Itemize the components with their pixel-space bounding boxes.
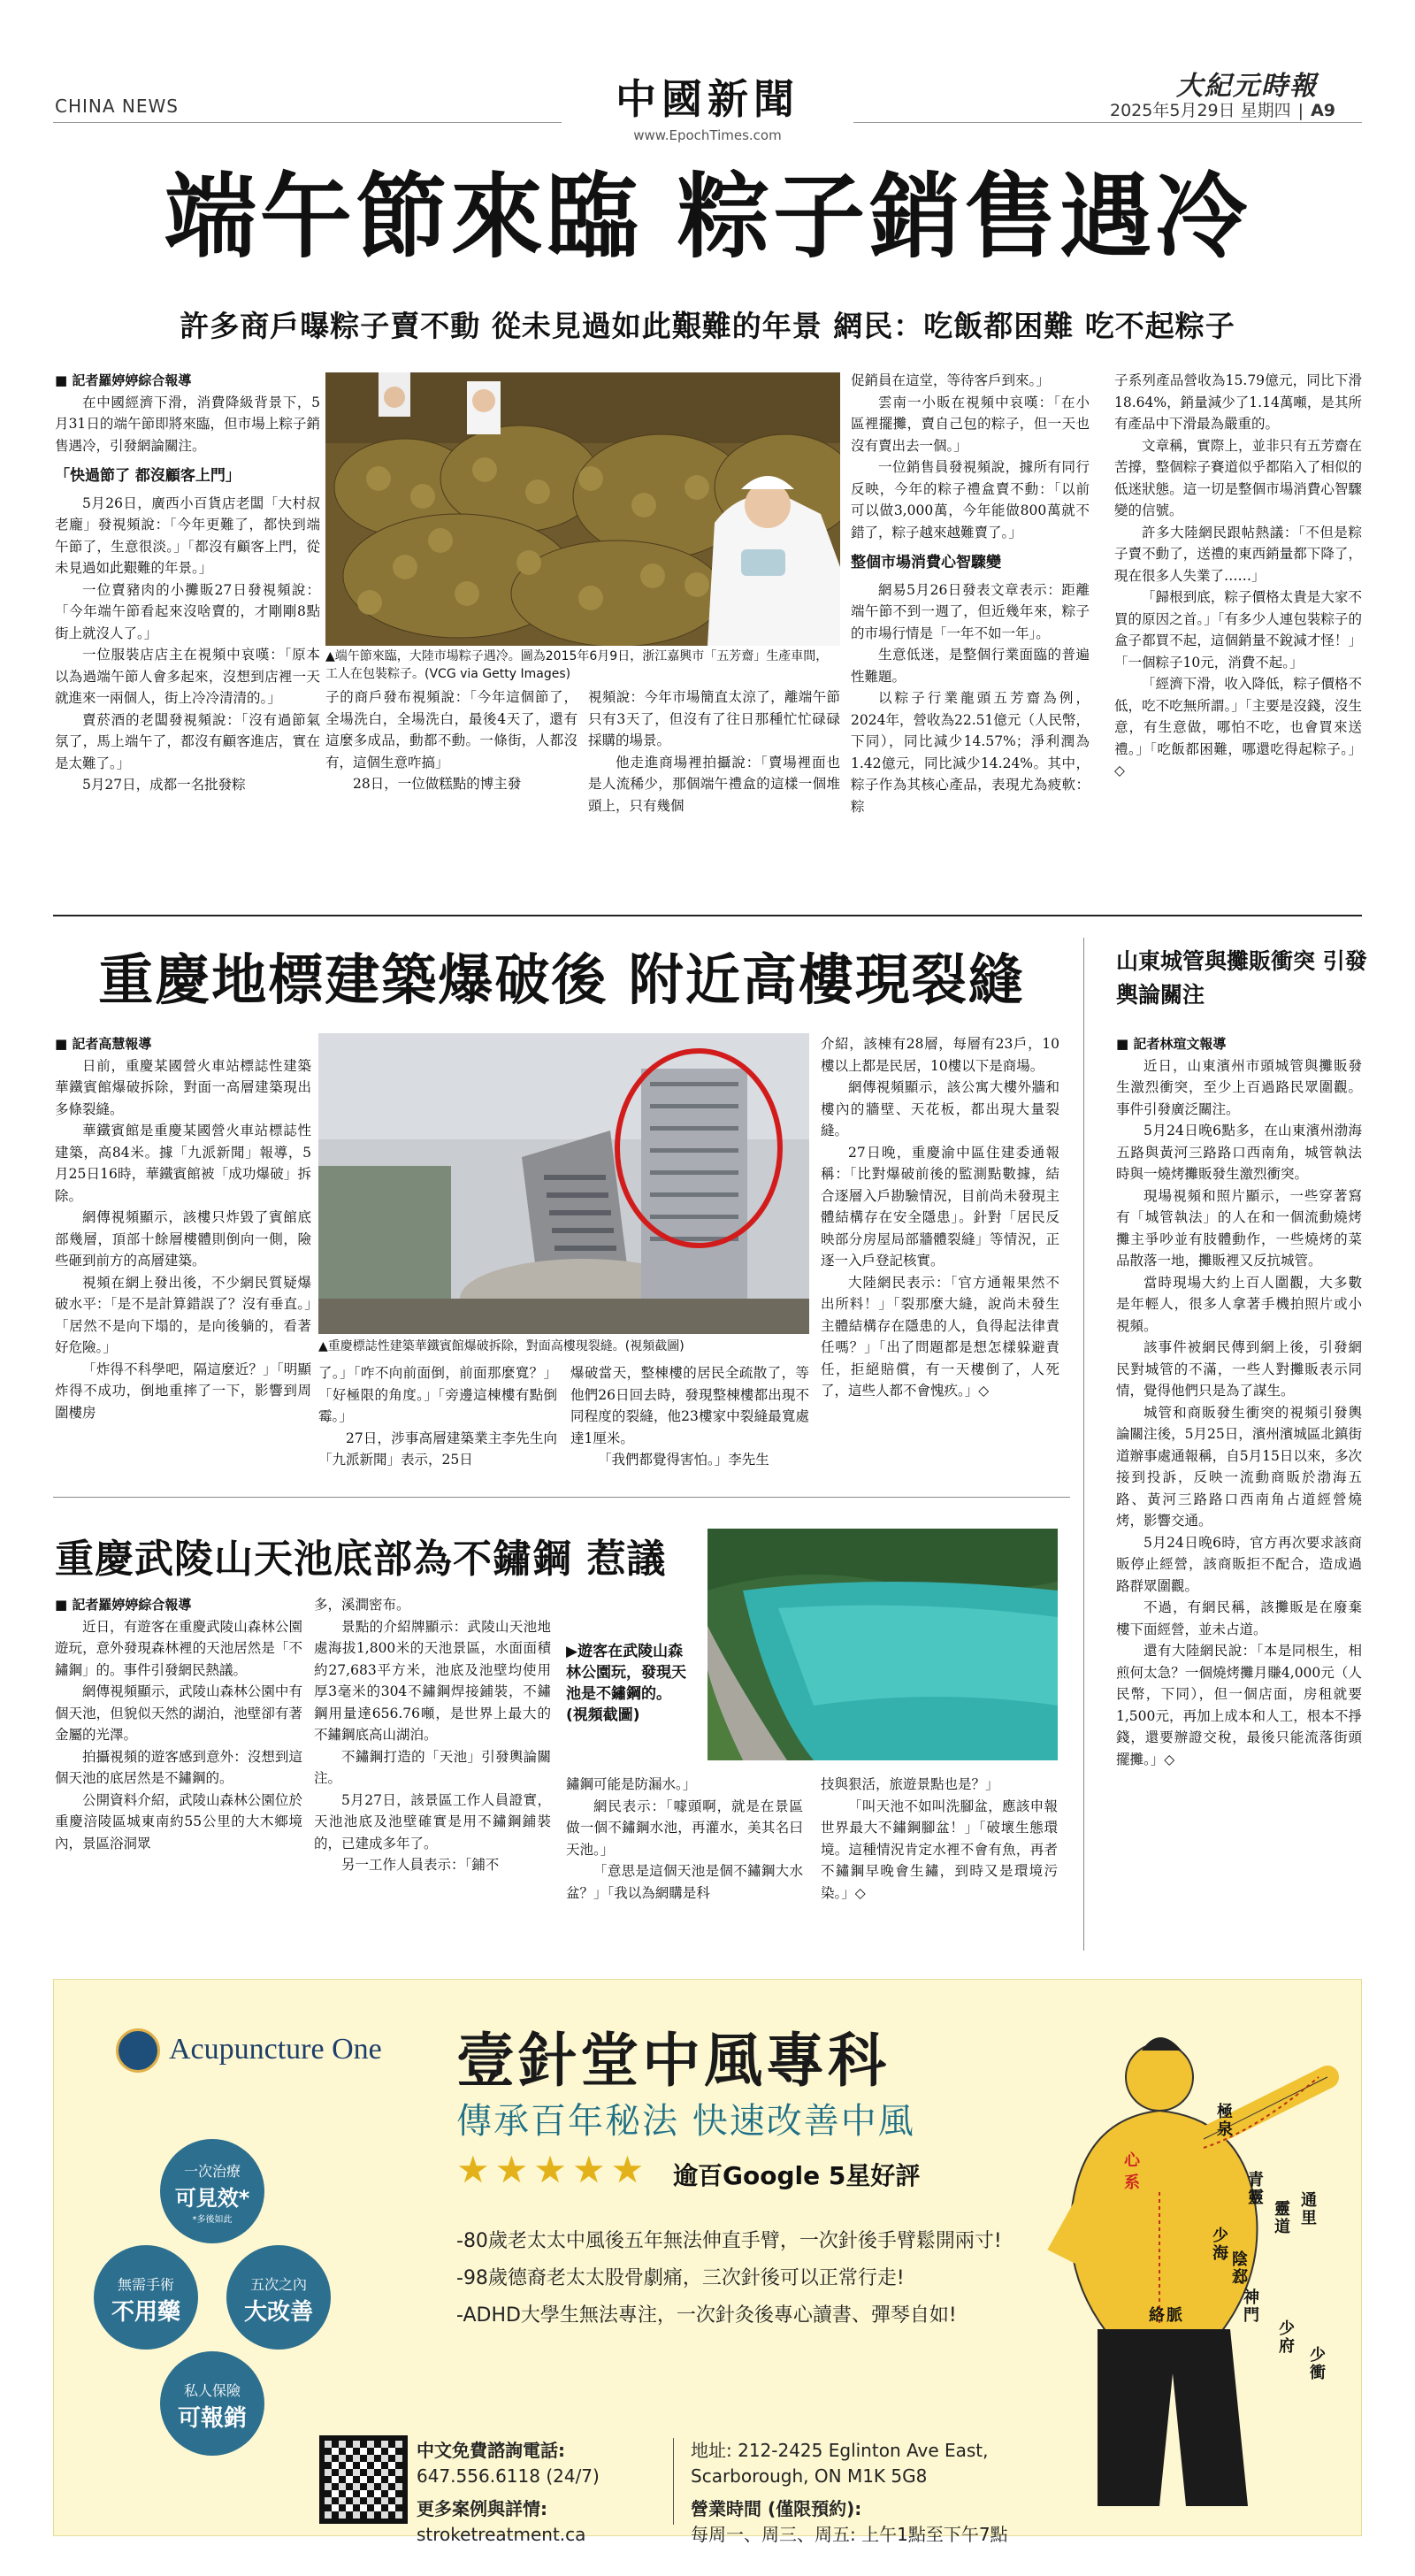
paragraph: 在中國經濟下滑，消費降級背景下，5月31日的端午節即將來臨，但市場上粽子銷售遇冷，引發網論關注。 bbox=[55, 394, 320, 454]
paragraph: 視頻說：今年市場簡直太涼了，離端午節只有3天了，但沒有了往日那種忙忙碌碌採購的場景。 bbox=[588, 689, 840, 748]
paragraph: 「我們都覺得害怕。」李先生 bbox=[598, 1452, 769, 1468]
paragraph: 鏽鋼可能是防漏水。」 bbox=[566, 1776, 697, 1792]
article3-col4 bbox=[821, 1774, 1058, 1957]
phone-label: 中文免費諮詢電話: bbox=[417, 2440, 565, 2461]
paragraph: 大陸網民表示：「官方通報果然不出所料！」「裂那麼大縫，說尚未發生主體結構存在隱患的人，負得起法律責任嗎？」「出了問題都是想怎樣躲避責任，拒絕賠償，有一天樓倒了，人死了，這些人都不會愧疚。」◇ bbox=[821, 1274, 1059, 1399]
section-title: 中國新聞 bbox=[616, 75, 799, 123]
paragraph: 許多大陸網民跟帖熱議：「不但是粽子賣不動了，送禮的東西銷量都下降了，現在很多人失業了……」 bbox=[1114, 524, 1362, 584]
paragraph: 還有大陸網民說：「本是同根生，相煎何太急？一個燒烤攤月賺4,000元（人民幣，下同），但一個店面，房租就要1,500元，再加上成本和人工，根本不掙錢，還要辦證交稅，最後只能流落街頭擺攤。」◇ bbox=[1116, 1643, 1362, 1767]
acupoint-label: 里 bbox=[1301, 2209, 1317, 2227]
paragraph: 日前，重慶某國營火車站標誌性建築華鐵賓館爆破拆除，對面一高層建築現出多條裂縫。 bbox=[55, 1057, 311, 1117]
address-block bbox=[691, 2438, 1008, 2548]
contact-block bbox=[417, 2438, 600, 2548]
circle-big-text: 不用藥 bbox=[111, 2299, 180, 2326]
date-text: 2025年5月29日 星期四 bbox=[1110, 101, 1291, 120]
paragraph: 5月24日晚6時，官方再次要求該商販停止經營，該商販拒不配合，造成過路群眾圍觀。 bbox=[1116, 1534, 1362, 1594]
circle-big-text: 大改善 bbox=[243, 2299, 313, 2326]
paragraph: 網傳視頻顯示，武陵山森林公園中有個天池，但貌似天然的湖泊，池壁卻有著金屬的光澤。 bbox=[55, 1683, 302, 1743]
site-url[interactable]: www.EpochTimes.com bbox=[633, 127, 782, 143]
paragraph: 該事件被網民傳到網上後，引發網民對城管的不滿，一些人對攤販表示同情，覺得他們只是為了謀生。 bbox=[1116, 1339, 1362, 1399]
acupoint-label: 神 bbox=[1243, 2288, 1259, 2307]
acupoint-label: 泉 bbox=[1217, 2120, 1233, 2139]
paragraph: 5月24日晚6點多，在山東濱州渤海五路與黃河三路路口西南角，城管執法時與一燒烤攤販發生激烈衝突。 bbox=[1116, 1123, 1362, 1182]
acupuncture-ad[interactable] bbox=[53, 1979, 1362, 2545]
website-link[interactable]: stroketreatment.ca bbox=[417, 2524, 586, 2545]
demolition-photo bbox=[318, 1033, 809, 1334]
article2-col2 bbox=[318, 1362, 557, 1480]
testimonial: -ADHD大學生無法專注，一次針灸後專心讀書、彈琴自如! bbox=[456, 2304, 957, 2327]
paragraph: 28日，一位做糕點的博主發 bbox=[353, 776, 522, 792]
article1-headline: 端午節來臨 粽子銷售遇冷 bbox=[164, 162, 1251, 271]
paragraph: 近日，山東濱州市頭城管與攤販發生激烈衝突，至少上百過路民眾圍觀。事件引發廣泛關注。 bbox=[1116, 1057, 1362, 1117]
page-number: A9 bbox=[1311, 101, 1336, 120]
paragraph: 現場視頻和照片顯示，一些穿著寫有「城管執法」的人在和一個流動燒烤攤主爭吵並有肢體動作，一些燒烤的菜品散落一地，攤販裡又反抗城管。 bbox=[1116, 1187, 1362, 1269]
article4-byline: ■ 記者林瑄文報導 bbox=[1116, 1036, 1227, 1052]
article3-byline: ■ 記者羅婷婷綜合報導 bbox=[55, 1597, 192, 1613]
brand-logo-icon bbox=[116, 2028, 160, 2073]
article1-byline: ■ 記者羅婷婷綜合報導 bbox=[55, 372, 192, 388]
paragraph: 網傳視頻顯示，該樓只炸毀了賓館底部幾層，頂部十餘層樓體則倒向一側，險些砸到前方的高層建築。 bbox=[55, 1209, 311, 1269]
article3-headline: 重慶武陵山天池底部為不鏽鋼 惹議 bbox=[55, 1537, 667, 1582]
paragraph: 促銷員在這堂，等待客戶到來。」 bbox=[851, 372, 1050, 388]
article2-headline: 重慶地標建築爆破後 附近高樓現裂縫 bbox=[98, 947, 1025, 1012]
paragraph: 網傳視頻顯示，該公寓大樓外牆和樓內的牆壁、天花板，都出現大量裂縫。 bbox=[821, 1079, 1059, 1138]
paragraph: 5月27日，成都一名批發粽 bbox=[82, 777, 246, 793]
acupoint-label: 少 bbox=[1279, 2319, 1295, 2338]
acupoint-label: 郄 bbox=[1232, 2268, 1248, 2287]
benefit-circle-3 bbox=[226, 2245, 331, 2350]
circle-small-text: 五次之內 bbox=[249, 2276, 307, 2293]
paragraph: 「歸根到底，粽子價格太貴是大家不買的原因之首。」「有多少人連包裝粽子的盒子都買不起，這個銷量不銳減才怪！」「一個粽子10元，消費不起。」 bbox=[1114, 589, 1362, 671]
circle-small-text: 無需手術 bbox=[117, 2276, 174, 2293]
acupoint-label: 陰 bbox=[1232, 2250, 1248, 2269]
meridian-figure bbox=[1027, 2015, 1345, 2528]
qr-code-icon[interactable] bbox=[319, 2435, 408, 2524]
article2-col4 bbox=[821, 1033, 1059, 1480]
paragraph: 賣菸酒的老闆發視頻說：「沒有過節氣氛了，馬上端午了，都沒有顧客進店，實在是太難了。」 bbox=[55, 711, 320, 771]
article1-col3 bbox=[588, 686, 840, 901]
vertical-divider bbox=[1083, 938, 1084, 1951]
benefit-circle-4 bbox=[160, 2351, 264, 2456]
paragraph: 「叫天池不如叫洗腳盆，應該申報世界最大不鏽鋼腳盆！」「破壞生態環境。這種情況肯定水裡不會有魚，再者不鏽鋼早晚會生鏽，到時又是環境污染。」◇ bbox=[821, 1798, 1058, 1901]
paragraph: 另一工作人員表示：「鋪不 bbox=[341, 1857, 500, 1873]
address-line1: 地址: 212-2425 Eglinton Ave East, bbox=[691, 2440, 989, 2461]
demolition-illustration bbox=[318, 1033, 809, 1334]
newspaper-logo: 大紀元時報 bbox=[1176, 71, 1318, 102]
paragraph: 5月26日，廣西小百貨店老闆「大村叔老龐」發視頻說：「今年更難了，都快到端午節了，生意很淡。」「都沒有顧客上門，從未見過如此艱難的年景。」 bbox=[55, 494, 320, 576]
acupoint-label: 系 bbox=[1124, 2174, 1140, 2192]
paragraph: 27日晚，重慶渝中區住建委通報稱：「比對爆破前後的監測點數據，結合逐層入戶勘驗情況，目前尚未發現主體結構存在安全隱患」。針對「居民反映部分房屋局部牆體裂縫」等情況，正逐一入戶登記核實。 bbox=[821, 1144, 1059, 1269]
article1-subhead: 許多商戶曝粽子賣不動 從未見過如此艱難的年景 網民：吃飯都困難 吃不起粽子 bbox=[180, 309, 1235, 343]
paragraph: 技與狠活，旅遊景點也是？」 bbox=[821, 1776, 999, 1792]
lake-illustration bbox=[708, 1529, 1058, 1760]
paragraph: 多，溪澗密布。 bbox=[314, 1597, 410, 1613]
acupoint-label: 靈 bbox=[1248, 2189, 1264, 2207]
tianchi-lake-photo bbox=[708, 1529, 1058, 1760]
hours-text: 每周一、周三、周五: 上午1點至下午7點 bbox=[691, 2524, 1008, 2545]
article4-headline: 山東城管與攤販衝突 引發輿論關注 bbox=[1116, 948, 1367, 1008]
article1-col2 bbox=[325, 686, 577, 901]
acupoint-label: 少 bbox=[1310, 2346, 1326, 2365]
zongzi-factory-photo bbox=[325, 372, 840, 646]
article-divider bbox=[53, 1497, 1070, 1498]
acupoint-label: 衝 bbox=[1310, 2364, 1326, 2382]
acupoint-label: 心 bbox=[1124, 2151, 1140, 2170]
article2-byline: ■ 記者高慧報導 bbox=[55, 1036, 152, 1052]
paragraph: 文章稱，實際上，並非只有五芳齋在苦撐，整個粽子賽道似乎都陷入了相似的低迷狀態。這一切是整個市場消費心智驟變的信號。 bbox=[1114, 437, 1362, 518]
masthead-left: CHINA NEWS bbox=[55, 96, 179, 117]
paragraph: 子的商戶發布視頻說：「今年這個節了，全場洗白，全場洗白，最後4天了，還有這麼多成品，動都不動。一條街，人都沒有，這個生意咋搞」 bbox=[325, 689, 577, 770]
benefit-circle-2 bbox=[94, 2245, 198, 2350]
zongzi-factory-illustration bbox=[325, 372, 840, 646]
circle-small-text: 私人保險 bbox=[183, 2382, 241, 2399]
article1-col5 bbox=[1114, 370, 1362, 901]
brand-name: Acupuncture One bbox=[169, 2033, 382, 2066]
paragraph: 「意思是這個天池是個不鏽鋼大水盆？」「我以為網購是科 bbox=[566, 1863, 803, 1901]
acupoint-label: 門 bbox=[1243, 2306, 1259, 2325]
hours-label: 營業時間 (僅限預約): bbox=[691, 2498, 862, 2519]
paragraph: 子系列產品營收為15.79億元，同比下滑18.64%，銷量減少了1.14萬噸，是其所有產品中下滑最為嚴重的。 bbox=[1114, 372, 1362, 432]
article3-col2 bbox=[314, 1594, 551, 1957]
article1-col1 bbox=[55, 370, 320, 901]
acupoint-label: 海 bbox=[1212, 2244, 1228, 2263]
paragraph: 近日，有遊客在重慶武陵山森林公園遊玩，意外發現森林裡的天池居然是「不鏽鋼」的。事件引發網民熱議。 bbox=[55, 1618, 302, 1678]
article4-col bbox=[1116, 1033, 1362, 1957]
acupoint-label: 道 bbox=[1274, 2218, 1290, 2236]
address-line2: Scarborough, ON M1K 5G8 bbox=[691, 2465, 928, 2487]
acupoint-label: 青 bbox=[1248, 2171, 1264, 2189]
article1-subtitle2: 整個市場消費心智驟變 bbox=[851, 554, 1001, 571]
article1-col4 bbox=[851, 370, 1090, 901]
article1-subtitle1: 「快過節了 都沒顧客上門」 bbox=[55, 467, 241, 485]
article1-photo-caption: ▲端午節來臨，大陸市場粽子遇冷。圖為2015年6月9日，浙江嘉興市「五芳齋」生產車間，工人在包裝粽子。(VCG via Getty Images) bbox=[325, 649, 829, 681]
paragraph: 拍攝視頻的遊客感到意外：沒想到這個天池的底居然是不鏽鋼的。 bbox=[55, 1748, 302, 1786]
acupoint-label: 絡 bbox=[1149, 2306, 1165, 2325]
acupoint-label: 少 bbox=[1212, 2227, 1228, 2245]
paragraph: 爆破當天，整棟樓的居民全疏散了，等他們26日回去時，發現整棟樓都出現不同程度的裂縫，他23樓家中裂縫最寬處達1厘米。 bbox=[570, 1365, 809, 1446]
article3-col3 bbox=[566, 1774, 803, 1957]
testimonial-list bbox=[456, 2223, 1002, 2334]
article2-photo-caption: ▲重慶標誌性建築華鐵賓館爆破拆除，對面高樓現裂縫。(視頻截圖) bbox=[318, 1339, 685, 1353]
issue-date: 2025年5月29日 星期四 | A9 bbox=[1110, 101, 1336, 120]
paragraph: 不鏽鋼打造的「天池」引發輿論關注。 bbox=[314, 1748, 551, 1786]
acupoint-label: 極 bbox=[1217, 2103, 1233, 2121]
more-label: 更多案例與詳情: bbox=[417, 2498, 547, 2519]
paragraph: 了。」「咋不向前面倒，前面那麼寬？」「好極限的角度。」「旁邊這棟樓有點倒霉。」 bbox=[318, 1365, 557, 1424]
phone-number[interactable]: 647.556.6118 (24/7) bbox=[417, 2465, 600, 2487]
masthead-rule-right bbox=[853, 122, 1362, 123]
paragraph: 視頻在網上發出後，不少網民質疑爆破水平：「是不是計算錯誤了？沒有垂直。」「居然不是向下塌的，是向後躺的，看著好危險。」 bbox=[55, 1274, 311, 1355]
review-count: 逾百Google 5星好評 bbox=[673, 2161, 921, 2190]
testimonial: -98歲德裔老太太股骨劇痛，三次針後可以正常行走! bbox=[456, 2267, 905, 2289]
article3-col1 bbox=[55, 1594, 302, 1957]
paragraph: 城管和商販發生衝突的視頻引發輿論關注後，5月25日，濱州濱城區北鎮街道辦事處通報稱，自5月15日以來，多次接到投訴，反映一流動商販於渤海五路、黃河三路路口西南角占道經營燒烤，影響交通。 bbox=[1116, 1404, 1362, 1529]
paragraph: 不過，有網民稱，該攤販是在廢棄樓下面經營，並未占道。 bbox=[1116, 1599, 1362, 1637]
paragraph: 景點的介紹牌顯示：武陵山天池地處海拔1,800米的天池景區，水面面積約27,683平方米，池底及池壁均使用厚3毫米的304不鏽鋼焊接鋪裝，不鏽鋼用量達656.76噸，是世界上最大的不鏽鋼底高山湖泊。 bbox=[314, 1618, 551, 1743]
paragraph: 「炸得不科學吧，隔這麼近？」「明顯炸得不成功，倒地重摔了一下，影響到周圍樓房 bbox=[55, 1361, 311, 1421]
rating-stars: ★★★★★ bbox=[456, 2148, 650, 2191]
paragraph: 華鐵賓館是重慶某國營火車站標誌性建築，高84米。據「九派新聞」報導，5月25日16時，華鐵賓館被「成功爆破」拆除。 bbox=[55, 1123, 311, 1204]
acupoint-label: 通 bbox=[1301, 2191, 1317, 2210]
paragraph: 當時現場大約上百人圍觀，大多數是年輕人，很多人拿著手機拍照片或小視頻。 bbox=[1116, 1274, 1362, 1334]
ad-title: 壹針堂中風專科 bbox=[456, 2026, 890, 2095]
paragraph: 「經濟下滑，收入降低，粽子價格不低，吃不吃無所謂。」「主要是沒錢，沒生意，有生意做，哪怕不吃，也會買來送禮。」「吃飯都困難，哪還吃得起粽子。」◇ bbox=[1114, 676, 1362, 778]
article2-col3 bbox=[570, 1362, 809, 1480]
paragraph: 一位服裝店店主在視頻中哀嘆：「原本以為過端午節人會多起來，沒想到店裡一天就進來一兩個人，街上冷冷清清的。」 bbox=[55, 647, 320, 706]
paragraph: 公開資料介紹，武陵山森林公園位於重慶涪陵區城東南約55公里的大木鄉境內，景區浴洞眾 bbox=[55, 1791, 302, 1852]
article2-col1 bbox=[55, 1033, 311, 1480]
paragraph: 生意低迷，是整個行業面臨的普遍性難題。 bbox=[851, 647, 1090, 685]
section-divider bbox=[53, 915, 1362, 916]
circle-big-text: 可報銷 bbox=[177, 2405, 247, 2432]
ad-subtitle: 傳承百年秘法 快速改善中風 bbox=[456, 2101, 915, 2142]
meridian-figure-illustration bbox=[1027, 2015, 1345, 2528]
acupoint-label: 靈 bbox=[1274, 2200, 1290, 2219]
paragraph: 27日，涉事高層建築業主李先生向「九派新聞」表示，25日 bbox=[318, 1430, 557, 1468]
contact-divider bbox=[673, 2438, 674, 2525]
acupoint-label: 脈 bbox=[1166, 2306, 1182, 2325]
acupoint-label: 府 bbox=[1279, 2337, 1295, 2356]
paragraph: 以粽子行業龍頭五芳齋為例，2024年，營收為22.51億元（人民幣，下同），同比減少14.57%；淨利潤為1.42億元，同比減少14.24%。其中，粽子作為其核心產品，表現尤為疲軟：粽 bbox=[851, 690, 1090, 815]
article3-photo-caption: ▶遊客在武陵山森林公園玩，發現天池是不鏽鋼的。(視頻截圖) bbox=[566, 1643, 686, 1724]
paragraph: 他走進商場裡拍攝說：「賣場裡面也是人流稀少，那個端午禮盒的這樣一個堆頭上，只有幾個 bbox=[588, 754, 840, 814]
benefit-circle-1 bbox=[160, 2139, 264, 2243]
paragraph: 介紹，該棟有28層，每層有23戶，10樓以上都是民居，10樓以下是商場。 bbox=[821, 1036, 1059, 1074]
masthead-rule bbox=[53, 122, 562, 123]
paragraph: 一位賣豬肉的小攤販27日發視頻說：「今年端午節看起來沒啥賣的，才剛剛8點街上就沒人了。」 bbox=[55, 581, 320, 641]
paragraph: 5月27日，該景區工作人員證實，天池池底及池壁確實是用不鏽鋼鋪裝的，已建成多年了。 bbox=[314, 1791, 551, 1852]
circle-big-text: 可見效* bbox=[174, 2186, 250, 2211]
paragraph: 雲南一小販在視頻中哀嘆：「在小區裡擺攤，賣自己包的粽子，但一天也沒有賣出去一個。」 bbox=[851, 394, 1090, 454]
paragraph: 網民表示：「噱頭啊，就是在景區做一個不鏽鋼水池，再灌水，美其名曰天池。」 bbox=[566, 1798, 803, 1858]
testimonial: -80歲老太太中風後五年無法伸直手臂，一次針後手臂鬆開兩寸! bbox=[456, 2230, 1002, 2252]
paragraph: 網易5月26日發表文章表示：距離端午節不到一週了，但近幾年來，粽子的市場行情是「一年不如一年」。 bbox=[851, 581, 1090, 641]
paragraph: 一位銷售員發視頻說，據所有同行反映，今年的粽子禮盒賣不動：「以前可以做3,000萬，今年能做800萬就不錯了，粽子越來越難賣了。」 bbox=[851, 459, 1090, 540]
circle-note: *多後如此 bbox=[192, 2215, 233, 2225]
circle-small-text: 一次治療 bbox=[183, 2163, 241, 2180]
